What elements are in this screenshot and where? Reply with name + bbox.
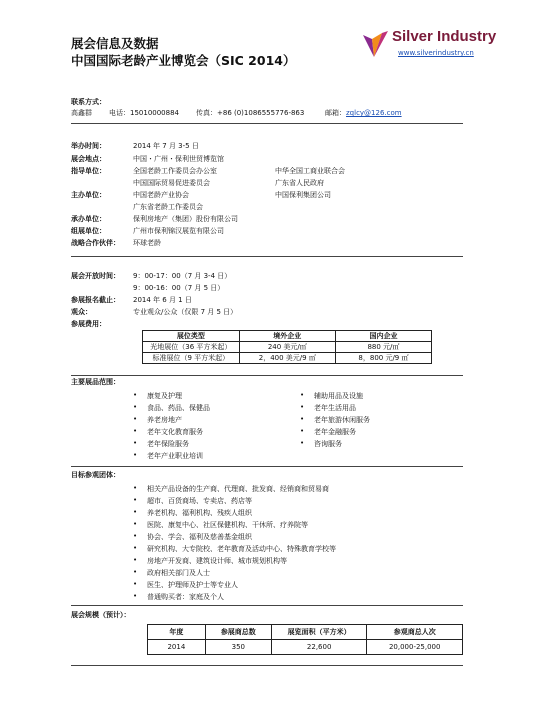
time-label: 举办时间： [71,142,106,150]
divider [71,375,463,376]
table-cell: 240 美元/㎡ [239,342,335,353]
list-item: • 政府相关部门及人士 [147,568,210,578]
table-header: 国内企业 [335,331,431,342]
host-item: 中国老龄产业协会 [133,191,189,199]
list-item: • 医院、康复中心、社区保健机构、干休所、疗养院等 [147,520,308,530]
guide-item: 全国老龄工作委员会办公室 [133,167,217,175]
table-header: 展览面积（平方米） [271,625,367,640]
page-title: 展会信息及数据 [71,36,159,51]
list-item: • 研究机构、大专院校、老年教育及活动中心、特殊教育学校等 [147,544,336,554]
list-item: • 养老房地产 [147,415,182,425]
fax-value: +86 (0)1086555776-863 [217,109,305,117]
open-time-label: 展会开放时间： [71,272,120,280]
table-row [148,640,463,655]
logo-url-link[interactable]: www.silverindustry.cn [398,49,474,57]
fee-label: 参展费用： [71,320,106,328]
contact-phone [109,108,179,118]
guide-item: 广东省人民政府 [275,179,324,187]
table-header-row [148,625,463,640]
list-item: • 老年保险服务 [147,439,189,449]
deadline-value: 2014 年 6 月 1 日 [133,296,192,304]
logo-mark-icon [360,29,390,59]
list-item: • 老年旅游休闲服务 [314,415,370,425]
deadline-label: 参展报名截止： [71,296,120,304]
scale-heading: 展会规模（预计）： [71,611,131,619]
silver-industry-logo [360,27,510,63]
list-item: • 老年生活用品 [314,403,356,413]
table-header: 参观商总人次 [367,625,463,640]
undertake-label: 承办单位： [71,215,106,223]
table-row [143,342,432,353]
contact-row [71,108,92,118]
list-item: • 老年文化教育服务 [147,427,203,437]
table-cell: 20,000-25,000 [367,640,463,655]
venue-label: 展会地点： [71,155,106,163]
phone-label: 电话： [109,109,130,117]
divider [71,466,463,467]
table-header: 年度 [148,625,206,640]
products-heading: 主要展品范围： [71,378,120,386]
table-header: 展位类型 [143,331,240,342]
list-item: • 食品、药品、保健品 [147,403,210,413]
list-item: • 房地产开发商、建筑设计师、城市规划机构等 [147,556,287,566]
table-row [143,353,432,364]
host-label: 主办单位： [71,191,106,199]
host-item: 中国保利集团公司 [275,191,331,199]
fax-label: 传真： [196,109,217,117]
table-cell: 2，400 美元/9 ㎡ [239,353,335,364]
list-item: • 相关产品设备的生产商、代理商、批发商、经销商和贸易商 [147,484,329,494]
guide-label: 指导单位： [71,167,106,175]
list-item: • 咨询服务 [314,439,342,449]
logo-name: Silver Industry [392,28,497,45]
table-cell: 22,600 [271,640,367,655]
organize-label: 组展单位： [71,227,106,235]
list-item: • 老年产业职业培训 [147,451,203,461]
table-header: 参展商总数 [205,625,271,640]
table-header-row [143,331,432,342]
list-item: • 医生、护理师及护士等专业人 [147,580,238,590]
time-value: 2014 年 7 月 3-5 日 [133,142,199,150]
undertake-value: 保利房地产（集团）股份有限公司 [133,215,238,223]
list-item: • 协会、学会、福利及慈善基金组织 [147,532,252,542]
table-header: 境外企业 [239,331,335,342]
organize-value: 广州市保利锦汉展览有限公司 [133,227,224,235]
phone-value: 15010000884 [130,109,179,117]
open-time-value: 9：00-16：00（7 月 5 日） [133,284,225,292]
host-item: 广东省老龄工作委员会 [133,203,203,211]
table-cell: 8，800 元/9 ㎡ [335,353,431,364]
table-cell: 光地展位（36 平方米起） [143,342,240,353]
contact-email [325,108,402,118]
groups-heading: 目标参观团体： [71,471,120,479]
email-label: 邮箱： [325,109,346,117]
partner-value: 环球老龄 [133,239,161,247]
table-cell: 标准展位（9 平方米起） [143,353,240,364]
audience-label: 观众： [71,308,92,316]
email-link[interactable]: zqlcy@126.com [346,109,402,117]
list-item: • 普通购买者：家庭及个人 [147,592,224,602]
open-time-value: 9：00-17：00（7 月 3-4 日） [133,272,232,280]
list-item: • 超市、百货商场、专卖店、药店等 [147,496,252,506]
fee-table [142,330,432,364]
list-item: • 老年金融服务 [314,427,356,437]
divider [71,256,463,257]
divider [71,665,463,666]
table-cell: 880 元/㎡ [335,342,431,353]
audience-value: 专业观众/公众（仅限 7 月 5 日） [133,308,238,316]
contact-fax [196,108,304,118]
guide-item: 中华全国工商业联合会 [275,167,345,175]
contact-name: 高鑫群 [71,109,92,117]
venue-value: 中国・广州・保利世贸博览馆 [133,155,224,163]
table-cell: 2014 [148,640,206,655]
page-subtitle: 中国国际老龄产业博览会（SIC 2014） [71,53,296,68]
list-item: • 养老机构、福利机构、残疾人组织 [147,508,252,518]
list-item: • 辅助用品及设施 [314,391,363,401]
partner-label: 战略合作伙伴： [71,239,120,247]
divider [71,123,463,124]
scale-table [147,624,463,655]
list-item: • 康复及护理 [147,391,182,401]
contact-heading: 联系方式： [71,98,106,106]
guide-item: 中国国际贸易促进委员会 [133,179,210,187]
divider [71,605,463,606]
table-cell: 350 [205,640,271,655]
